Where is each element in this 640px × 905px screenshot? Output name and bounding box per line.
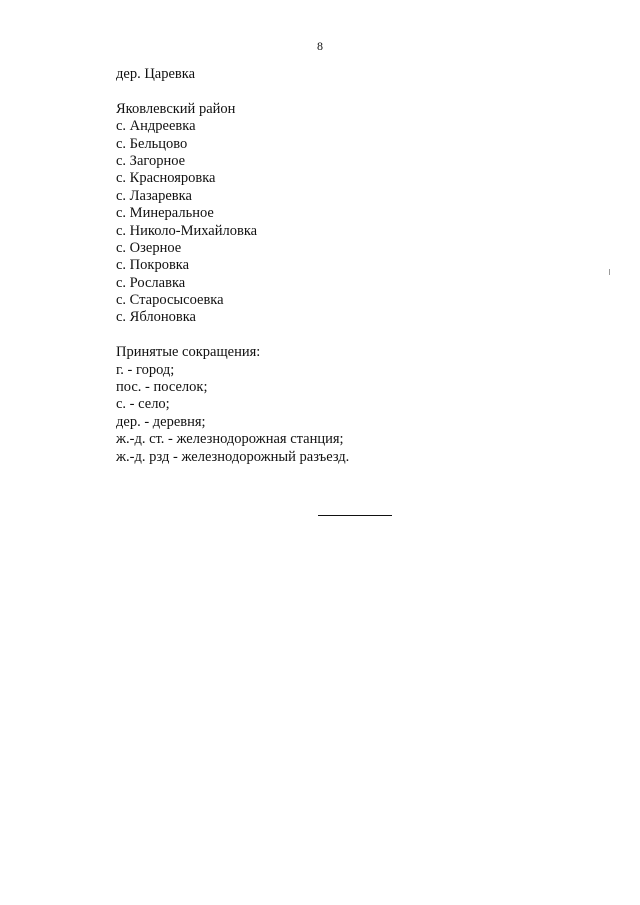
- settlement-item: с. Краснояровка: [116, 170, 216, 187]
- abbreviation-item: ж.-д. рзд - железнодорожный разъезд.: [116, 448, 350, 465]
- abbreviation-item: дер. - деревня;: [116, 413, 206, 430]
- settlement-item: с. Рославка: [116, 274, 186, 291]
- settlement-item: с. Андреевка: [116, 118, 196, 135]
- scan-mark: [609, 269, 610, 275]
- blank-line: [116, 83, 349, 100]
- abbreviation-item: г. - город;: [116, 361, 175, 378]
- page-number: 8: [317, 39, 323, 53]
- abbreviation-item: с. - село;: [116, 396, 170, 413]
- settlement-item: с. Покровка: [116, 257, 190, 274]
- blank-line: [116, 327, 349, 344]
- closing-rule: [318, 515, 392, 516]
- abbreviation-item: пос. - поселок;: [116, 379, 208, 396]
- first-entry: дер. Царевка: [116, 66, 196, 82]
- settlement-item: с. Старосысоевка: [116, 292, 224, 309]
- settlement-item: с. Николо-Михайловка: [116, 222, 258, 239]
- settlement-item: с. Минеральное: [116, 205, 214, 222]
- settlement-item: с. Яблоновка: [116, 309, 196, 326]
- district-title: Яковлевский район: [116, 100, 236, 117]
- settlement-item: с. Лазаревка: [116, 187, 192, 204]
- abbreviations-title: Принятые сокращения:: [116, 344, 261, 361]
- settlement-item: с. Бельцово: [116, 135, 188, 152]
- settlement-item: с. Озерное: [116, 239, 182, 256]
- document-body: [116, 66, 349, 466]
- settlement-item: с. Загорное: [116, 152, 186, 169]
- abbreviation-item: ж.-д. ст. - железнодорожная станция;: [116, 431, 344, 448]
